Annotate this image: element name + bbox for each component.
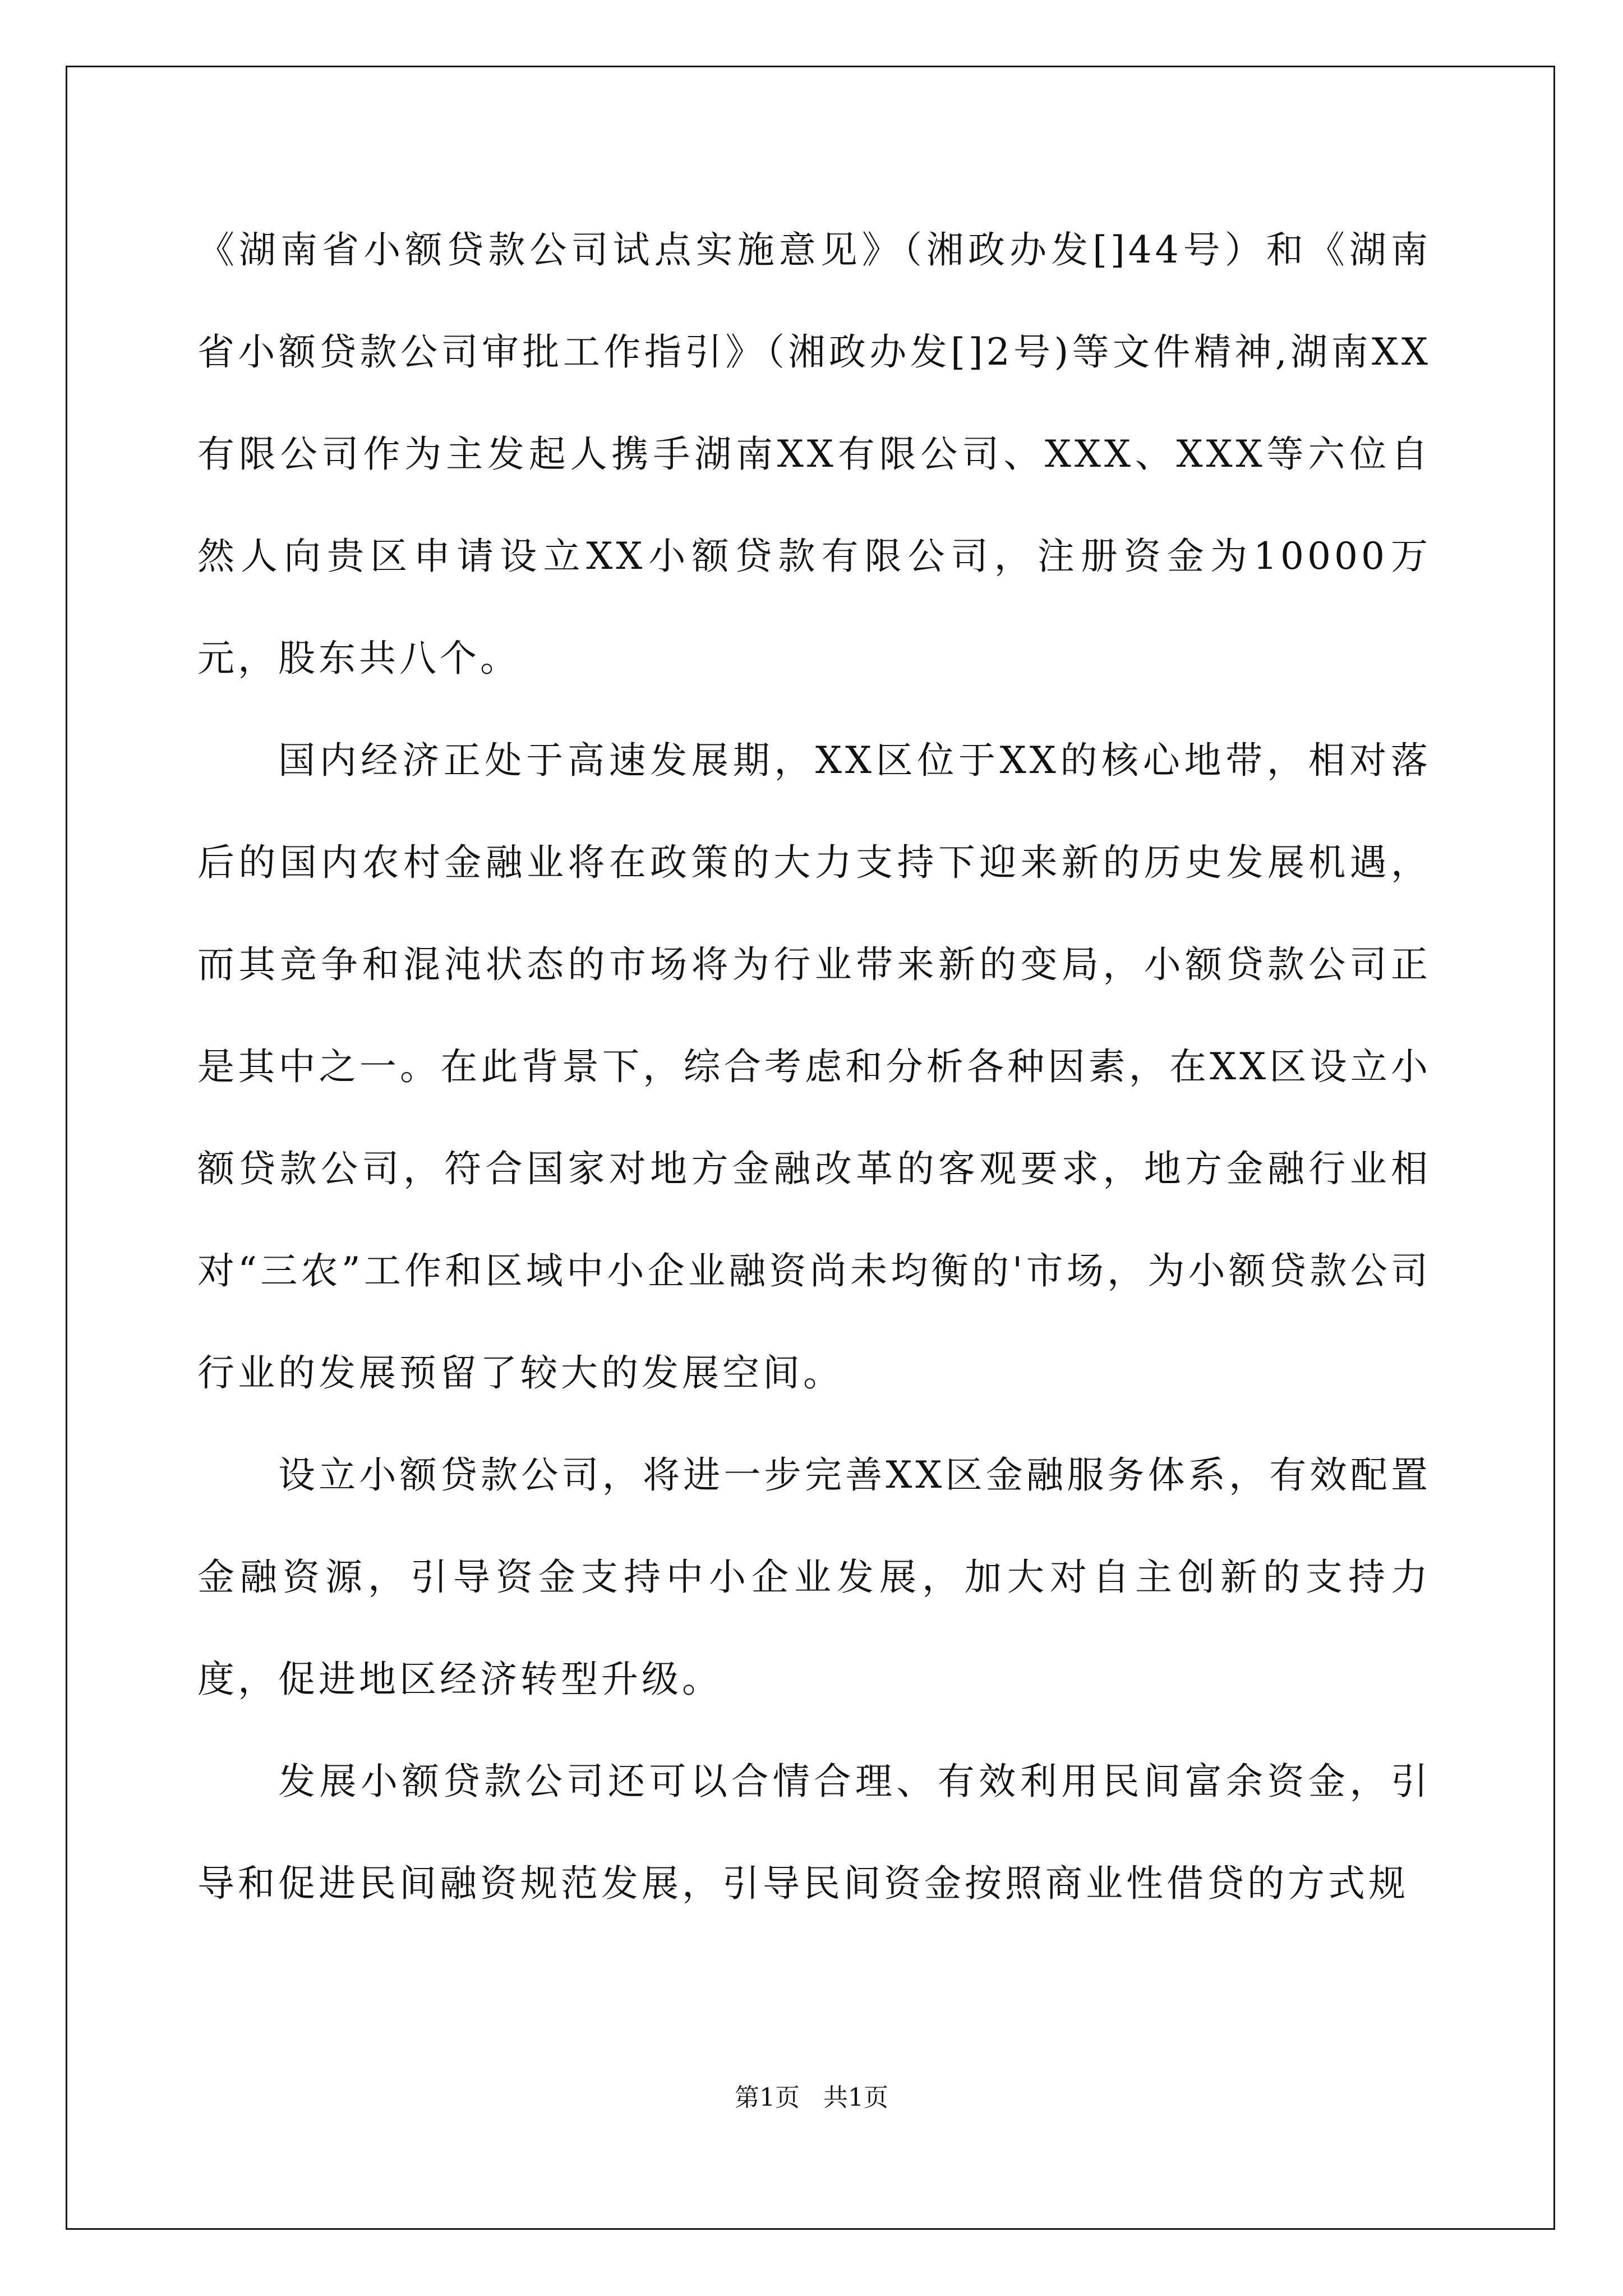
- paragraph-4: 发展小额贷款公司还可以合情合理、有效利用民间富余资金，引导和促进民间融资规范发展，引导民间资金按照商业性借贷的方式规: [197, 1760, 1431, 1905]
- paragraph-1: 《湖南省小额贷款公司试点实施意见》（湘政办发[]44号）和《湖南省小额贷款公司审批工作指引》（湘政办发[]2号)等文件精神,湖南XX有限公司作为主发起人携手湖南XX有限公司、XXX、XXX等六位自然人向贵区申请设立XX小额贷款有限公司，注册资金为10000万元，股东共八个。: [197, 228, 1431, 680]
- paragraph-2: 国内经济正处于高速发展期，XX区位于XX的核心地带，相对落后的国内农村金融业将在政策的大力支持下迎来新的历史发展机遇，而其竞争和混沌状态的市场将为行业带来新的变局，小额贷款公司正是其中之一。在此背景下，综合考虑和分析各种因素，在XX区设立小额贷款公司，符合国家对地方金融改革的客观要求，地方金融行业相对“三农”工作和区域中小企业融资尚未均衡的'市场，为小额贷款公司行业的发展预留了较大的发展空间。: [197, 739, 1431, 1395]
- document-body: [197, 199, 1431, 1935]
- page-footer: 第1页 共1页: [735, 2083, 888, 2112]
- paragraph-3: 设立小额贷款公司，将进一步完善XX区金融服务体系，有效配置金融资源，引导资金支持中小企业发展，加大对自主创新的支持力度，促进地区经济转型升级。: [197, 1453, 1431, 1701]
